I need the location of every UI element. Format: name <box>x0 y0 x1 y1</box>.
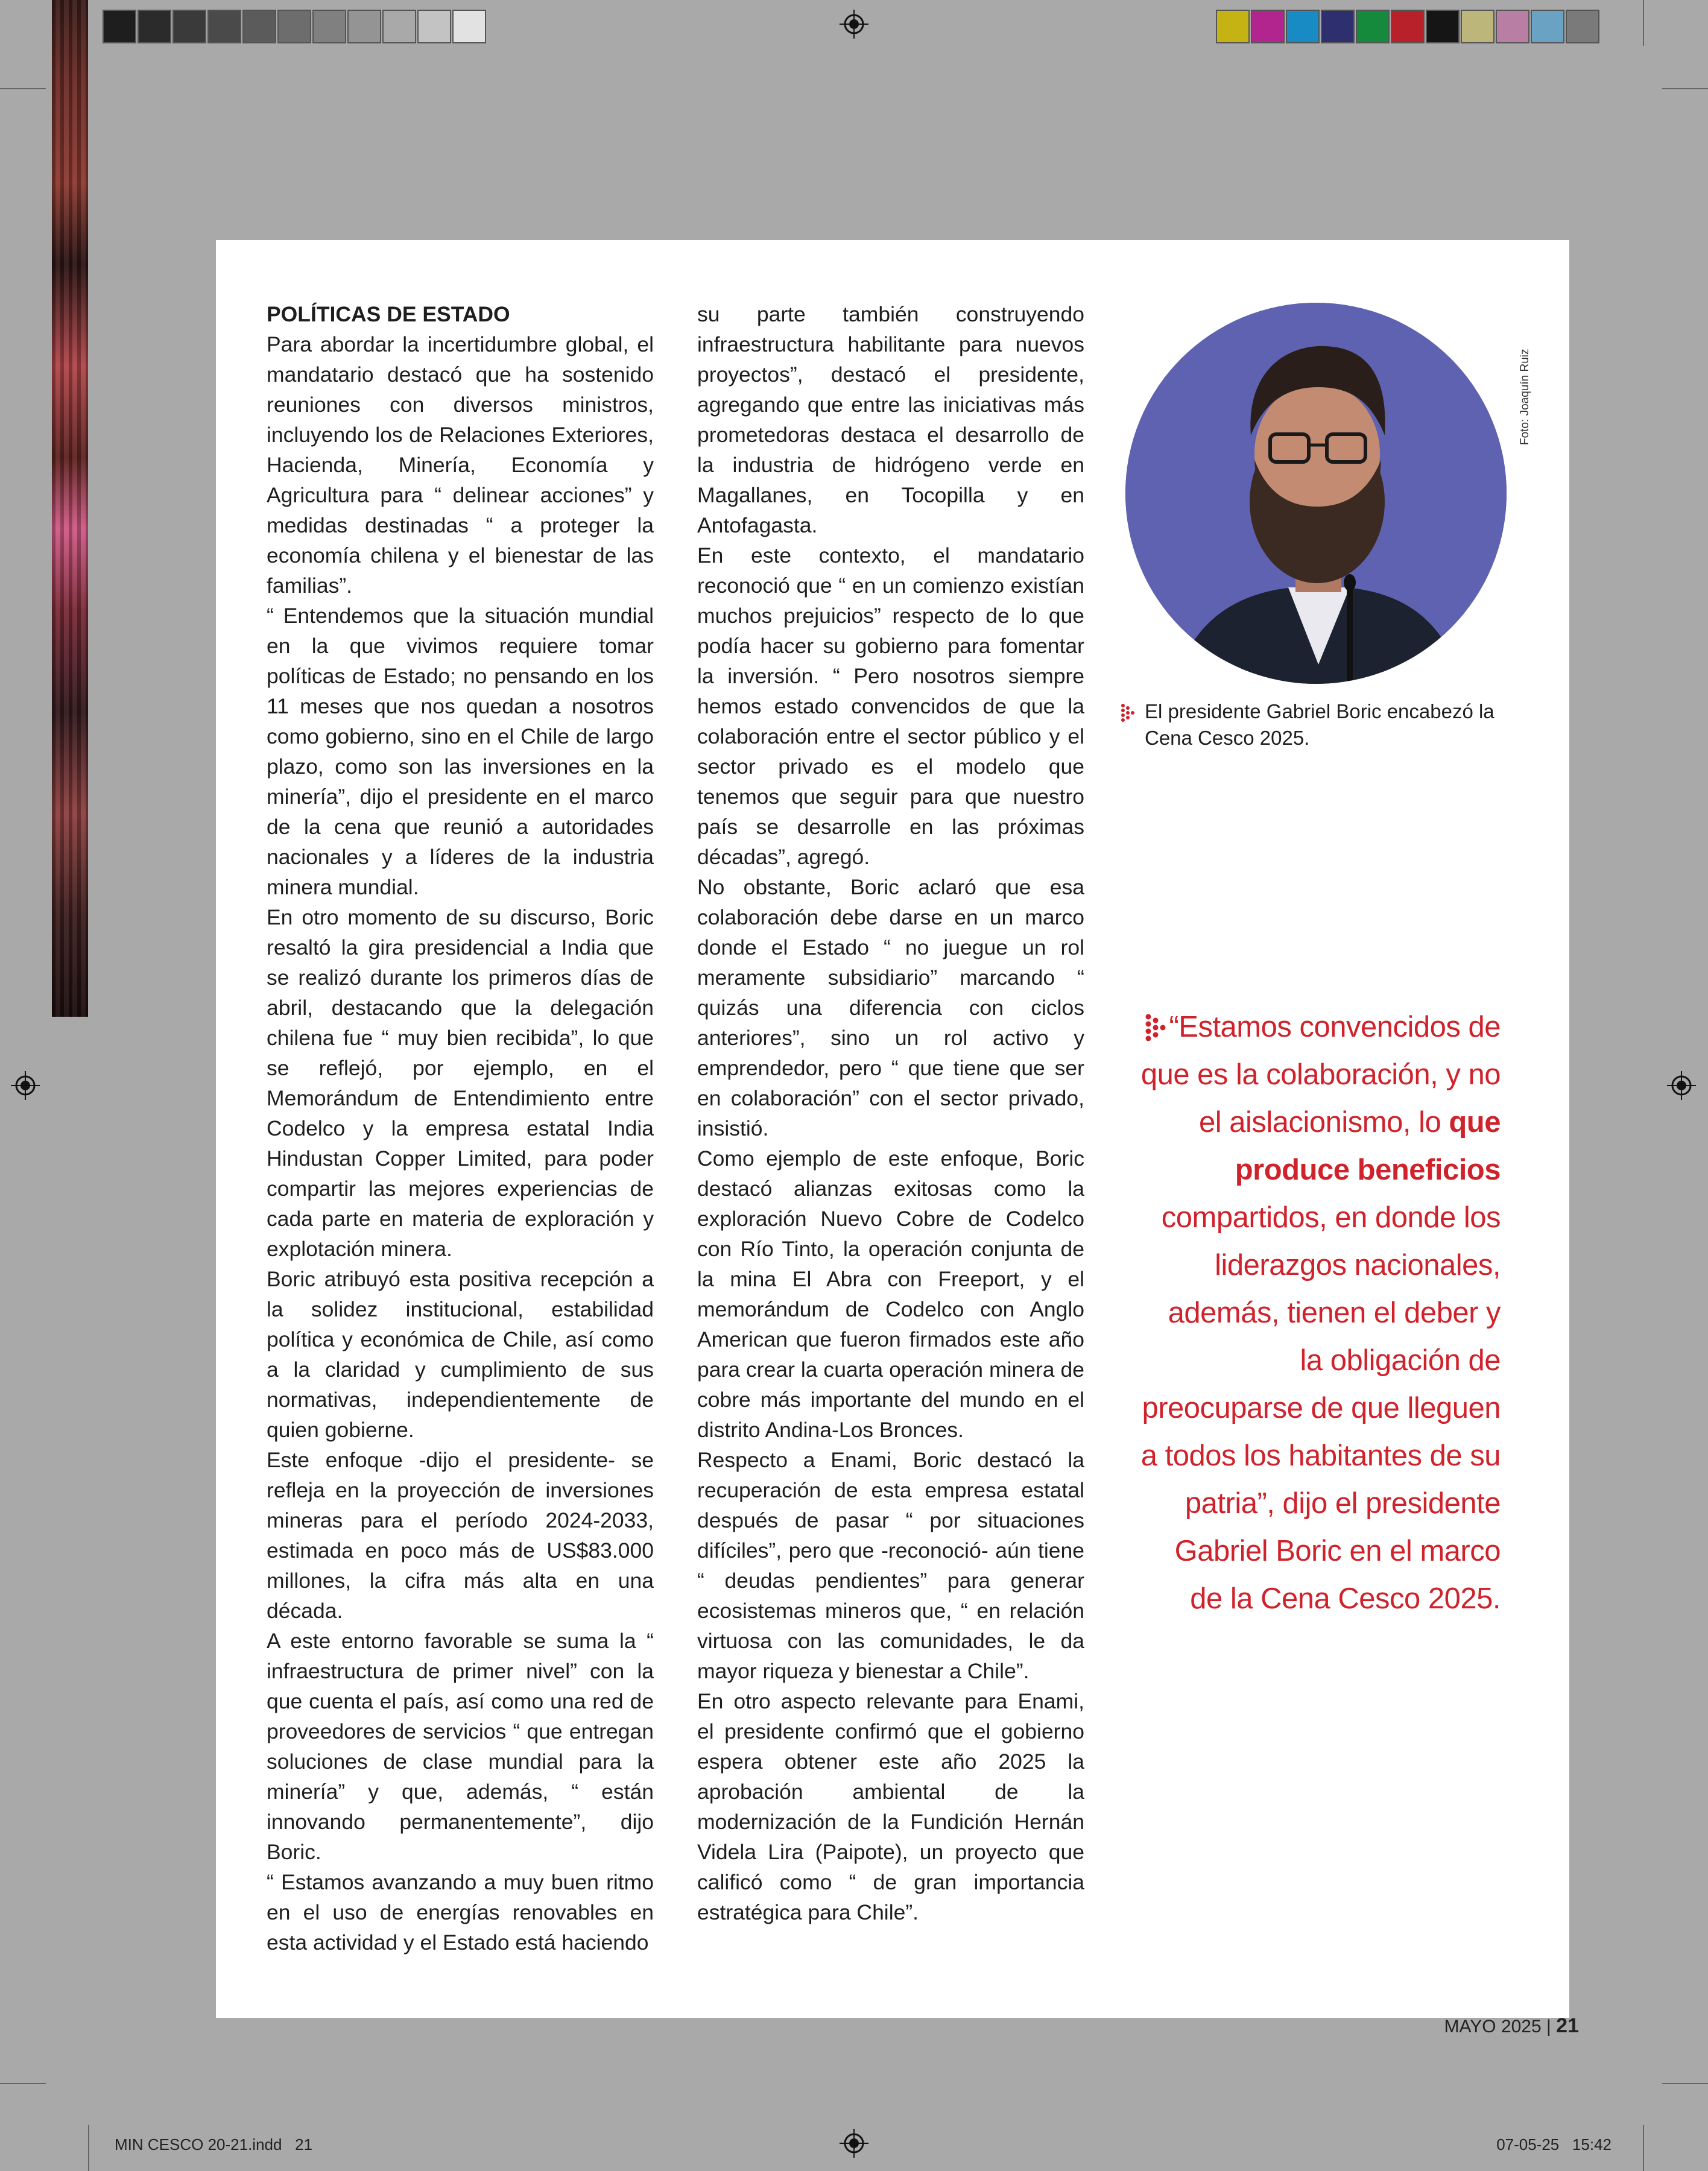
dotted-arrow-icon <box>1121 703 1137 725</box>
color-swatch <box>382 10 416 43</box>
color-swatch <box>347 10 381 43</box>
footer-separator: | <box>1546 2017 1551 2037</box>
registration-mark-icon <box>840 10 868 39</box>
registration-mark-icon <box>11 1071 40 1100</box>
pull-quote-text: compartidos, en donde los liderazgos nacionales, además, tienen el deber y la obligación de preocuparse de que lleguen a todos los habitantes de su patria”, dijo el presidente Gabriel Boric en el marco de la Cena Cesco 2025. <box>1140 1201 1501 1615</box>
crop-mark <box>1662 2083 1708 2084</box>
color-swatch <box>1286 10 1320 43</box>
paragraph: “ Estamos avanzando a muy buen ritmo en el uso de energías renovables en esta actividad y el Estado está haciendo <box>267 1870 654 1955</box>
color-swatch <box>1391 10 1425 43</box>
color-swatch <box>172 10 206 43</box>
color-swatch <box>1531 10 1564 43</box>
color-swatch <box>417 10 451 43</box>
section-heading: POLÍTICAS DE ESTADO <box>267 302 510 326</box>
crop-mark <box>1662 88 1708 89</box>
crop-mark <box>1643 0 1644 46</box>
paragraph: Como ejemplo de este enfoque, Boric destacó alianzas exitosas como la exploración Nuevo Cobre de Codelco con Río Tinto, la operación conjunta de la mina El Abra con Freeport, y el memorándum de Codelco con Anglo American que fueron firmados este año para crear la cuarta operación minera de cobre más importante del mundo en el distrito Andina-Los Bronces. <box>697 1146 1084 1442</box>
paragraph: “ Entendemos que la situación mundial en la que vivimos requiere tomar políticas de Estado; no pensando en los 11 meses que nos quedan a nosotros como gobierno, sino en el Chile de largo plazo, como son las inversiones en la minería”, dijo el presidente en el marco de la cena que reunió a autoridades nacionales y a líderes de la industria minera mundial. <box>267 604 654 899</box>
color-swatch-bar <box>1216 10 1601 43</box>
crop-mark <box>1643 2125 1644 2171</box>
color-swatch <box>1321 10 1355 43</box>
color-swatch <box>1356 10 1390 43</box>
color-swatch <box>1216 10 1250 43</box>
portrait-photo <box>1125 303 1507 684</box>
slug-timestamp: 07-05-25 15:42 <box>1496 2135 1612 2154</box>
pull-quote <box>1139 1003 1501 1623</box>
article-column-1 <box>267 299 654 1958</box>
portrait-illustration <box>1125 303 1507 684</box>
paragraph: Este enfoque -dijo el presidente- se refleja en la proyección de inversiones mineras para el período 2024-2033, estimada en poco más de US$83.000 millones, la cifra más alta en una década. <box>267 1448 654 1623</box>
crop-mark <box>0 2083 46 2084</box>
registration-mark-icon <box>840 2129 868 2158</box>
color-swatch <box>1461 10 1494 43</box>
paragraph: Para abordar la incertidumbre global, el mandatario destacó que ha sostenido reuniones con diversos ministros, incluyendo los de Relaciones Exteriores, Hacienda, Minería, Economía y Agricultura para “ delinear acciones” y medidas destinadas “ a proteger la economía chilena y el bienestar de las familias”. <box>267 332 654 598</box>
color-swatch <box>1426 10 1460 43</box>
paragraph: En otro momento de su discurso, Boric resaltó la gira presidencial a India que se realizó durante los primeros días de abril, destacando que la delegación chilena fue “ muy bien recibida”, lo que se reflejó, por ejemplo, en el Memorándum de Entendimiento entre Codelco y la empresa estatal India Hindustan Copper Limited, para poder compartir las mejores experiencias de cada parte en materia de exploración y explotación minera. <box>267 905 654 1261</box>
color-swatch <box>1496 10 1529 43</box>
caption-text: El presidente Gabriel Boric encabezó la Cena Cesco 2025. <box>1145 700 1494 749</box>
paragraph: No obstante, Boric aclaró que esa colaboración debe darse en un marco donde el Estado “ no juegue un rol meramente subsidiario” marcando “ quizás una diferencia con ciclos anteriores”, sino un rol activo y emprendedor, pero “ que tiene que ser en colaboración” con el sector privado, insistió. <box>697 875 1084 1140</box>
color-swatch <box>207 10 241 43</box>
page-footer <box>1444 2014 1579 2038</box>
pull-quote-bold: que produce beneficios <box>1235 1106 1501 1186</box>
facing-page-photo-strip <box>52 0 88 1017</box>
color-swatch <box>242 10 276 43</box>
paragraph: su parte también construyendo infraestructura habilitante para nuevos proyectos”, destacó el presidente, agregando que entre las iniciativas más prometedoras destaca el desarrollo de la industria de hidrógeno verde en Magallanes, en Tocopilla y en Antofagasta. <box>697 302 1084 537</box>
issue-label: MAYO 2025 <box>1444 2017 1542 2037</box>
color-swatch <box>312 10 346 43</box>
paragraph: Boric atribuyó esta positiva recepción a la solidez institucional, estabilidad política y económica de Chile, así como a la claridad y cumplimiento de sus normativas, independientemente de quien gobierne. <box>267 1267 654 1442</box>
crop-mark <box>0 88 46 89</box>
color-swatch <box>103 10 136 43</box>
slug-file-name: MIN CESCO 20-21.indd 21 <box>115 2135 313 2154</box>
registration-mark-icon <box>1667 1071 1696 1100</box>
crop-mark <box>88 2125 89 2171</box>
color-swatch <box>1566 10 1599 43</box>
pull-quote-text: “Estamos convencidos de que es la colaboración, y no el aislacionismo, lo <box>1140 1011 1501 1139</box>
magazine-page <box>216 240 1569 2018</box>
paragraph: En este contexto, el mandatario reconoció que “ en un comienzo existían muchos prejuicios” respecto de lo que podía hacer su gobierno para fomentar la inversión. “ Pero nosotros siempre hemos estado convencidos de que la colaboración entre el sector público y el sector privado es el modelo que tenemos que seguir para que nuestro país se desarrolle en las próximas décadas”, agregó. <box>697 543 1084 869</box>
color-swatch <box>1251 10 1285 43</box>
paragraph: A este entorno favorable se suma la “ infraestructura de primer nivel” con la que cuenta el país, así como una red de proveedores de servicios “ que entregan soluciones de clase mundial para la minería” y que, además, “ están innovando permanentemente”, dijo Boric. <box>267 1629 654 1864</box>
photo-caption <box>1121 698 1507 751</box>
gray-swatch-bar <box>103 10 487 43</box>
color-swatch <box>452 10 486 43</box>
page-number: 21 <box>1556 2014 1579 2037</box>
photo-credit: Foto: Joaquín Ruiz <box>1519 349 1531 445</box>
article-column-2 <box>697 299 1084 1927</box>
paragraph: En otro aspecto relevante para Enami, el presidente confirmó que el gobierno espera obtener este año 2025 la aprobación ambiental de la modernización de la Fundición Hernán Videla Lira (Paipote), un proyecto que calificó como “ de gran importancia estratégica para Chile”. <box>697 1689 1084 1924</box>
color-swatch <box>138 10 171 43</box>
paragraph: Respecto a Enami, Boric destacó la recuperación de esta empresa estatal después de pasar “ por situaciones difíciles”, pero que -reconoció- aún tiene “ deudas pendientes” para generar ecosistemas mineros que, “ en relación virtuosa con las comunidades, le da mayor riqueza y bienestar a Chile”. <box>697 1448 1084 1683</box>
color-swatch <box>277 10 311 43</box>
